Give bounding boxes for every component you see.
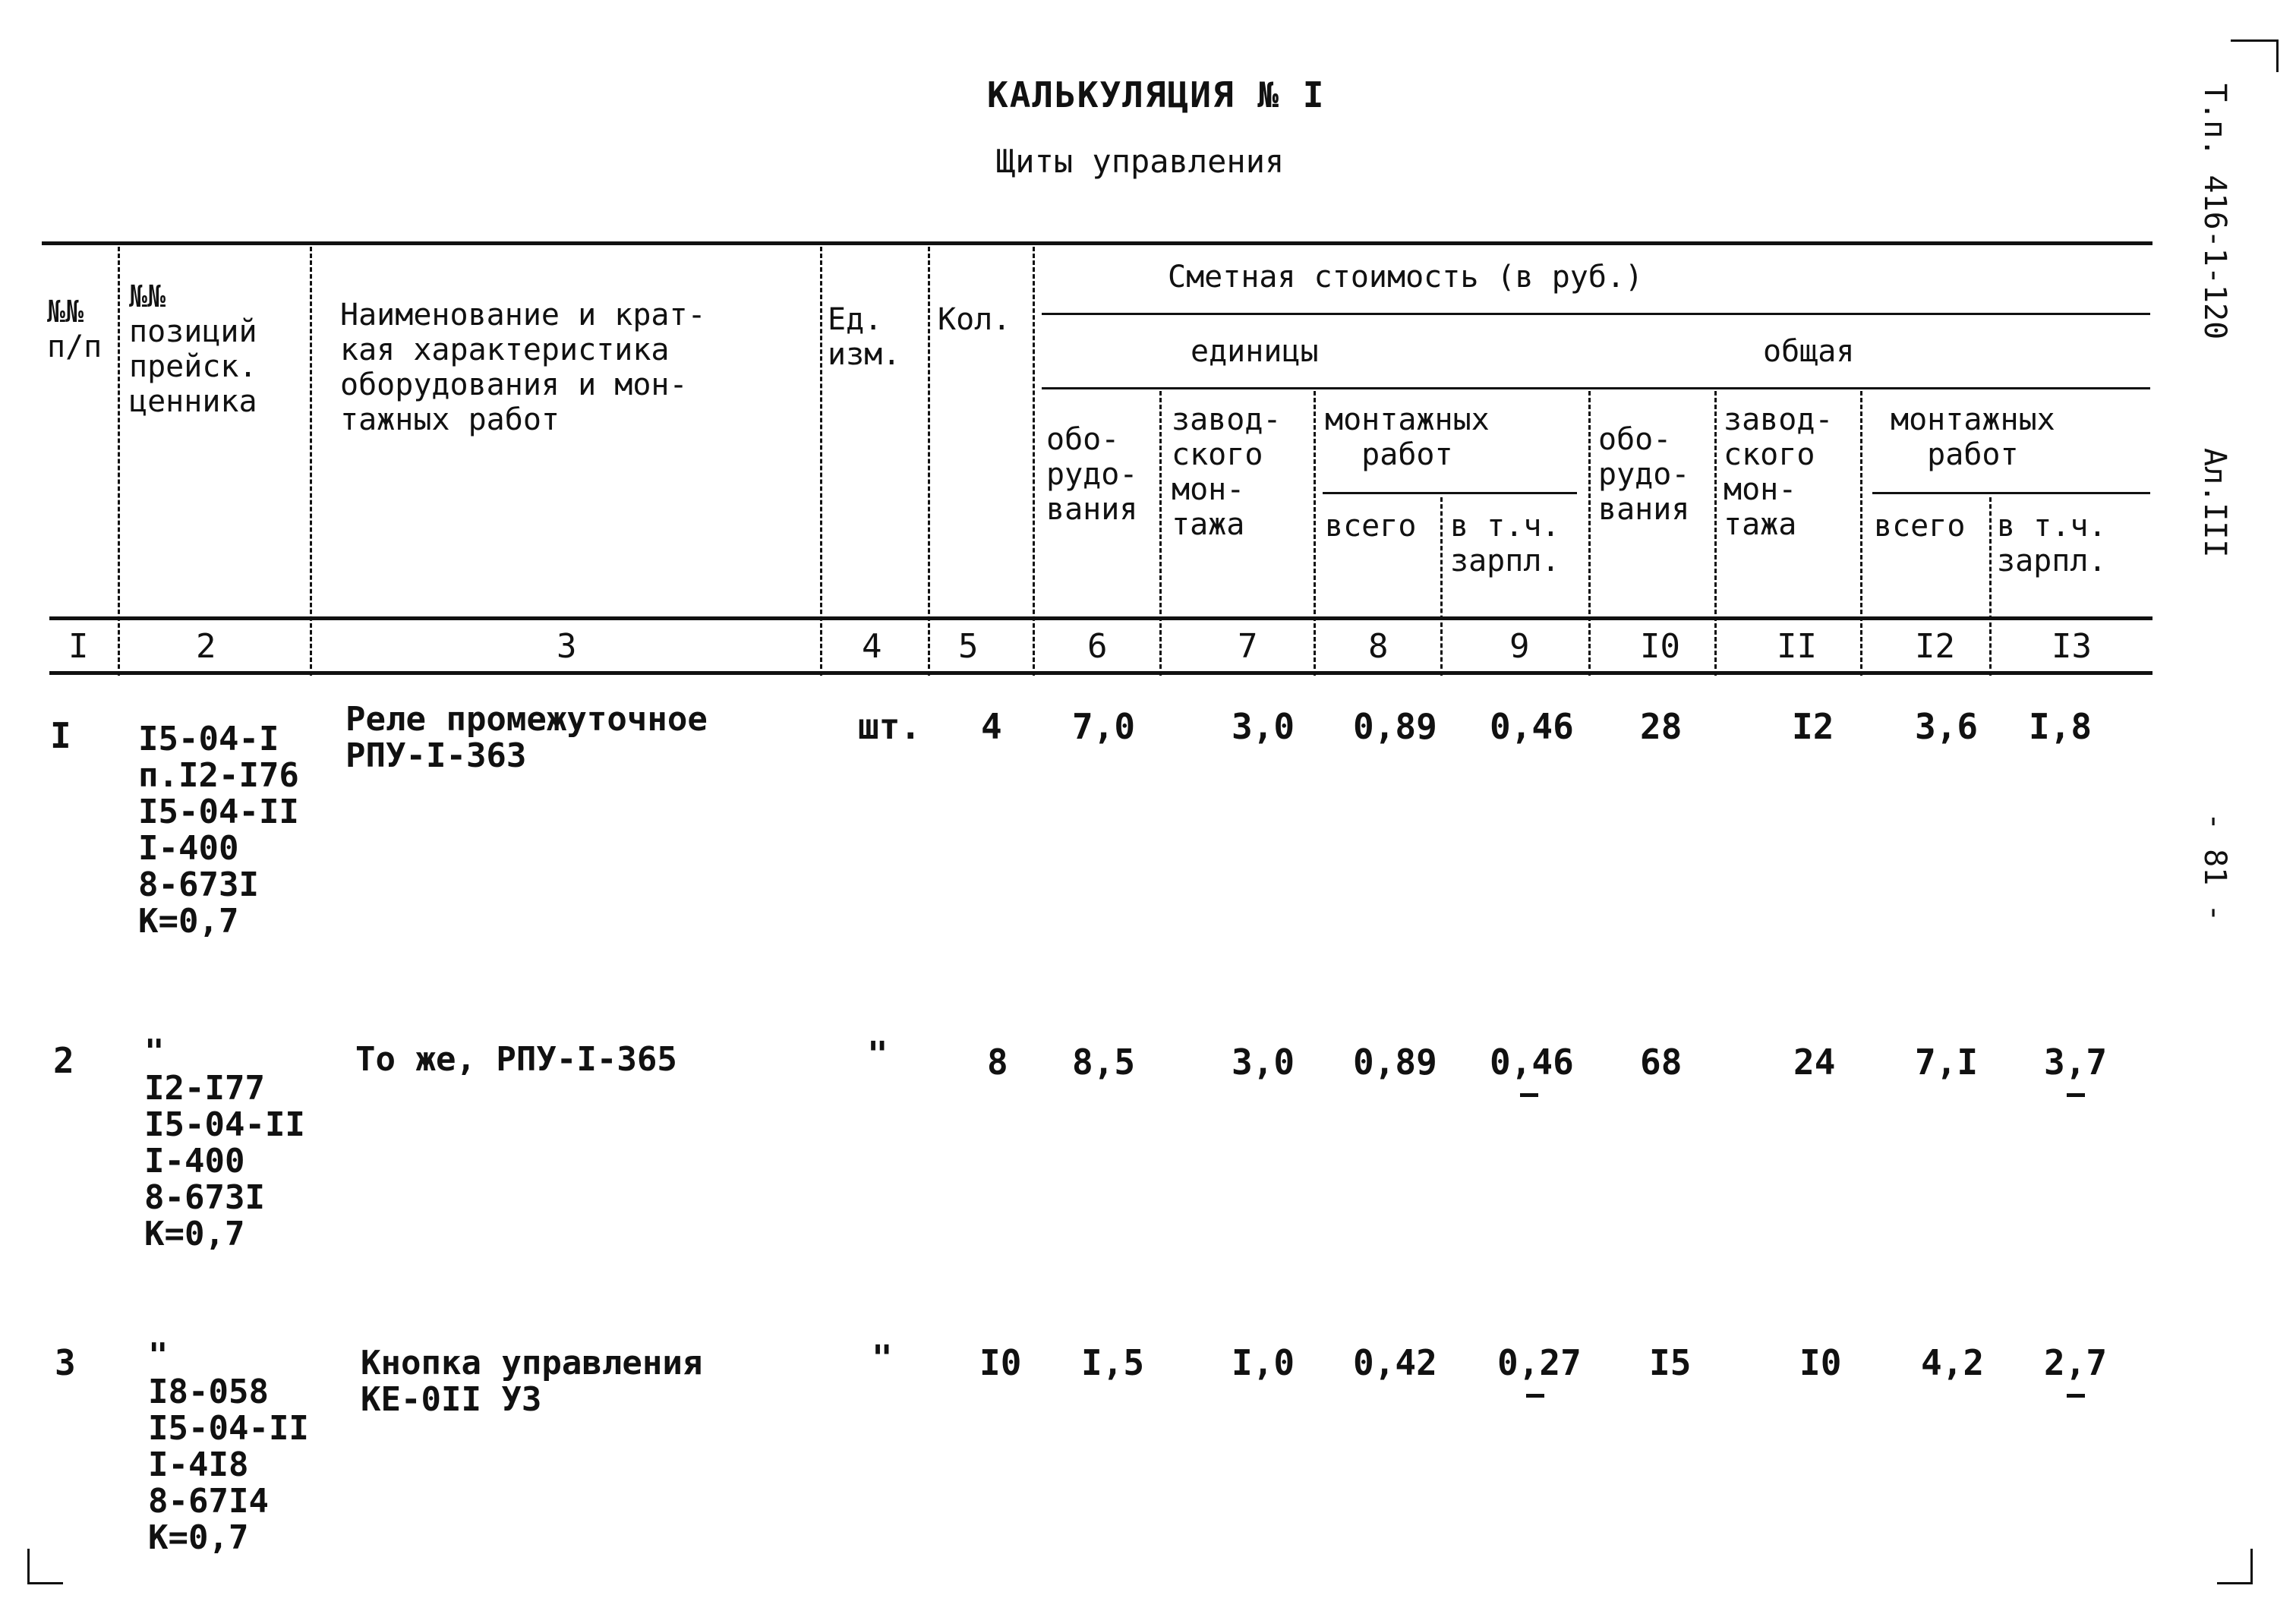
col-divider [820, 247, 822, 676]
row-quantity: 4 [981, 706, 1002, 747]
underline-mark [1526, 1394, 1544, 1398]
row-install-all-unit: 0,42 [1353, 1342, 1437, 1383]
column-number: 7 [1238, 627, 1258, 666]
row-number: 3 [55, 1342, 76, 1383]
row-factory-unit: 3,0 [1232, 1042, 1295, 1083]
row-item-name: То же, РПУ-I-365 [355, 1040, 677, 1079]
column-number: 5 [958, 627, 979, 666]
row-factory-total: I2 [1792, 706, 1834, 747]
header-factory-unit: завод- ского мон- тажа [1172, 402, 1282, 542]
row-equipment-total: 68 [1640, 1042, 1683, 1083]
row-quantity: I0 [979, 1342, 1022, 1383]
row-item-name: Реле промежуточное РПУ-I-363 [345, 700, 708, 775]
row-install-wage-unit: 0,46 [1490, 1042, 1574, 1083]
column-number: 6 [1087, 627, 1108, 666]
header-equipment-unit: обо- рудо- вания [1046, 422, 1138, 527]
column-number: 8 [1368, 627, 1389, 666]
row-install-wage-total: 3,7 [2044, 1042, 2108, 1083]
col-divider [1989, 497, 1992, 676]
row-price-codes: " I2-I77 I5-04-II I-400 8-673I K=0,7 [144, 1032, 305, 1253]
row-equipment-unit: I,5 [1081, 1342, 1145, 1383]
row-item-name: Кнопка управления КЕ-0II УЗ [361, 1344, 703, 1419]
row-number: 2 [53, 1040, 74, 1081]
corner-mark-top-right [2231, 39, 2279, 72]
column-number: 2 [196, 627, 216, 666]
col-divider [1314, 391, 1316, 676]
row-price-codes: I5-04-I п.I2-I76 I5-04-II I-400 8-673I K=0,7 [138, 720, 299, 941]
header-item-name: Наименование и крат- кая характеристика оборудования и мон- тажных работ [340, 298, 706, 437]
row-install-all-unit: 0,89 [1353, 1042, 1437, 1083]
row-equipment-unit: 7,0 [1072, 706, 1136, 747]
row-factory-unit: 3,0 [1232, 706, 1295, 747]
side-page-number: - 81 - [2197, 812, 2232, 922]
header-cost-group: Сметная стоимость (в руб.) [1168, 260, 1644, 295]
row-install-wage-unit: 0,27 [1497, 1342, 1582, 1383]
row-install-wage-unit: 0,46 [1490, 706, 1574, 747]
row-install-all-unit: 0,89 [1353, 706, 1437, 747]
underline-mark [1520, 1093, 1538, 1097]
col-divider [310, 247, 312, 676]
row-equipment-total: 28 [1640, 706, 1683, 747]
column-number: 9 [1509, 627, 1530, 666]
row-unit: " [872, 1338, 893, 1379]
corner-mark-bottom-right [2217, 1549, 2253, 1584]
column-number: I [68, 627, 89, 666]
underline-mark [2067, 1093, 2085, 1097]
row-factory-total: 24 [1793, 1042, 1836, 1083]
col-divider [1440, 497, 1443, 676]
column-number: I3 [2052, 627, 2092, 666]
column-number: I0 [1640, 627, 1680, 666]
header-row-number: №№ п/п [47, 295, 102, 364]
col-divider [1860, 391, 1862, 676]
col-divider [118, 247, 120, 676]
header-install-unit: монтажных работ [1325, 402, 1490, 472]
row-unit: " [867, 1034, 888, 1075]
row-install-all-total: 4,2 [1921, 1342, 1985, 1383]
header-install-all-total: всего [1874, 509, 1966, 544]
col-divider [1588, 391, 1591, 676]
column-number: I2 [1915, 627, 1955, 666]
row-factory-total: I0 [1799, 1342, 1842, 1383]
side-album: Ал.III [2197, 448, 2232, 558]
row-install-all-total: 3,6 [1915, 706, 1979, 747]
header-price-position: №№ позиций прейск. ценника [129, 279, 257, 419]
column-number: II [1777, 627, 1817, 666]
header-install-total: монтажных работ [1891, 402, 2055, 472]
row-price-codes: " I8-058 I5-04-II I-4I8 8-67I4 K=0,7 [148, 1336, 309, 1557]
row-install-wage-total: I,8 [2029, 706, 2093, 747]
row-quantity: 8 [987, 1042, 1008, 1083]
document-title: КАЛЬКУЛЯЦИЯ № I [987, 74, 1326, 115]
document-subtitle: Щиты управления [996, 143, 1285, 180]
row-install-wage-total: 2,7 [2044, 1342, 2108, 1383]
header-total-cost: общая [1763, 334, 1855, 369]
cost-group-rule [1042, 313, 2150, 315]
install-unit-rule [1323, 492, 1577, 494]
row-equipment-total: I5 [1649, 1342, 1692, 1383]
header-equipment-total: обо- рудо- вания [1598, 422, 1690, 527]
col-divider [928, 247, 930, 676]
header-install-wage-total: в т.ч. зарпл. [1997, 509, 2107, 578]
header-install-all-unit: всего [1325, 509, 1417, 544]
row-install-all-total: 7,I [1915, 1042, 1979, 1083]
corner-mark-bottom-left [27, 1549, 63, 1584]
column-number: 3 [557, 627, 577, 666]
col-divider [1714, 391, 1717, 676]
header-bottom-rule [49, 616, 2152, 620]
unit-total-rule [1042, 387, 2150, 389]
side-code: Т.п. 416-1-120 [2197, 84, 2232, 340]
header-unit-cost: единицы [1191, 334, 1319, 369]
column-number: 4 [862, 627, 882, 666]
header-factory-total: завод- ского мон- тажа [1724, 402, 1834, 542]
table-top-rule [42, 241, 2152, 245]
column-number-rule [49, 671, 2152, 675]
row-equipment-unit: 8,5 [1072, 1042, 1136, 1083]
col-divider [1033, 247, 1035, 676]
header-unit: Ед. изм. [828, 302, 901, 372]
col-divider [1159, 391, 1162, 676]
row-factory-unit: I,0 [1232, 1342, 1295, 1383]
row-number: I [50, 715, 71, 756]
header-install-wage-unit: в т.ч. зарпл. [1450, 509, 1560, 578]
underline-mark [2067, 1394, 2085, 1398]
install-total-rule [1872, 492, 2150, 494]
row-unit: шт. [858, 706, 922, 747]
header-quantity: Кол. [938, 302, 1011, 337]
